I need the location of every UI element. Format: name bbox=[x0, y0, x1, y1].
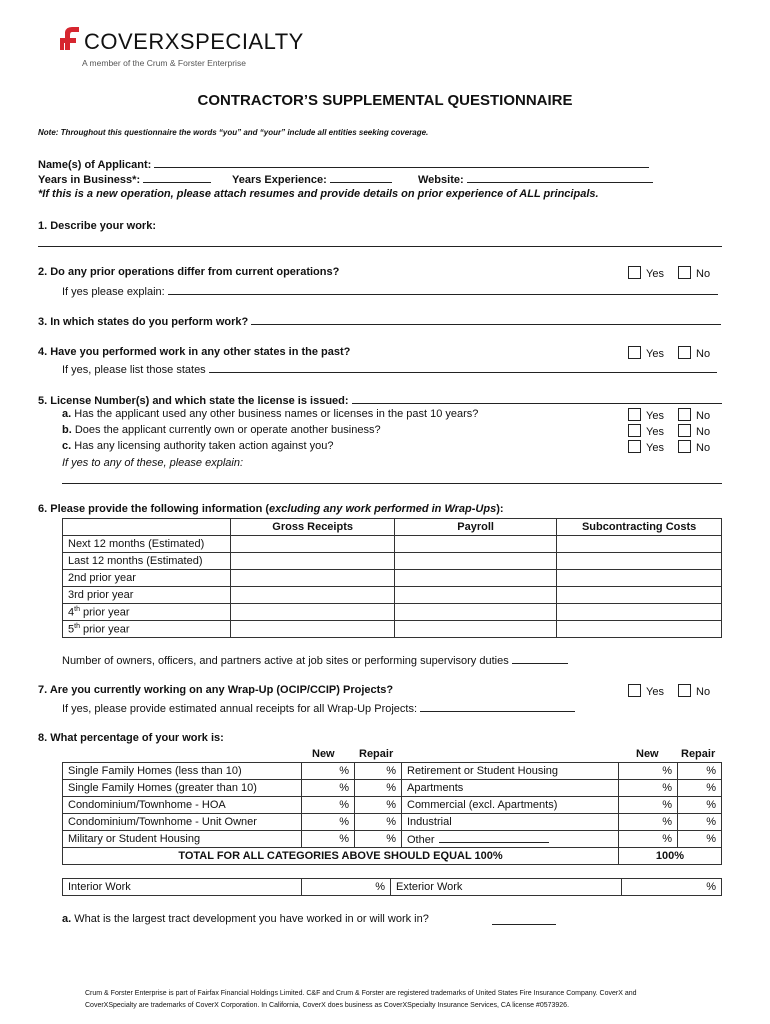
total-row bbox=[63, 848, 722, 865]
total-value: 100% bbox=[619, 848, 722, 865]
category-label: Commercial (excl. Apartments) bbox=[402, 797, 619, 814]
interior-exterior-table bbox=[62, 878, 722, 896]
new-pct-field[interactable]: % bbox=[619, 814, 678, 831]
questionnaire-page: COVERXSPECIALTY A member of the Crum & Forster Enterprise CONTRACTOR’S SUPPLEMENTAL QUESTIONNAIRE Note: Throughout this questionnaire the words “you” and “your” include all entities seeking coverage. Name(s) of Applicant: Years in Business*: Years Experience: Website: *If this is a new operation, please attach resumes and provide details on prior experience of ALL principals. 1. Describe your work: 2. Do any prior operations differ from current operations? Yes No If yes please explain: 3. In which states do you perform work? 4. Have you performed work in any other states in the past? Yes No If yes, please list those states 5. License Number(s) and which state the license is issued: a. Has the applicant used any other business names or licenses in the past 10 years? b. Does the applicant currently own or operate another business? c. Has any licensing authority taken action against you? Yes No Yes No Yes No If yes to any of these, please explain: 6. Please provide the following information (excluding any work performed in Wrap-Ups): Gross Receipts Payroll Subcontracting Costs Next 12 months (Estimated) Last 12 months (Estimated) 2nd prior year 3rd prior year 4th prior year 5th prior year Number of owners, officers, and partners active at job sites or performing supervisory duties 7. Are you currently working on any Wrap-Up (OCIP/CCIP) Projects? Yes No If yes, please provide estimated annual receipts for all Wrap-Up Projects: 8. What percentage of your work is: New Repair New Repair Single Family Homes (less than 10) % % Retirement or Student Housing % % Single Family Homes (greater than 10) % % Apartments % % Condominium/Townhome - HOA % % Commercial (excl. Apartments) % % Condominium/Townhome - Unit Owner % % Industrial % % Military or Student Housing % % Other % % TOTAL FOR ALL CATEGORIES ABOVE SHOULD EQUAL 100% 100% Interior Work % Exterior Work % a. What is the largest tract development you have worked in or will work in? Crum & Forster Enterprise is part of Fairfax Financial Holdings Limited. C&F and Crum & Forster are registered trademarks of United States Fire Insurance Company. CoverX and CoverXSpecialty are trademarks of CoverX Corporation. In California, CoverX does business as CoverXSpecialty Insurance Services, CA license #0573926. bbox=[0, 0, 770, 1024]
website-label: Website: bbox=[418, 174, 464, 186]
q2-yes[interactable]: Yes bbox=[628, 266, 664, 280]
amount-cell[interactable] bbox=[557, 536, 722, 553]
q5b-yes[interactable]: Yes bbox=[628, 424, 664, 438]
footer-line-2: CoverXSpecialty are trademarks of CoverX Corporation. In California, CoverX does business as CoverXSpecialty Insurance Services, CA license #0573926. bbox=[85, 1002, 570, 1009]
q5-sub-label: If yes to any of these, please explain bbox=[62, 457, 240, 469]
amount-cell[interactable] bbox=[394, 570, 556, 587]
owners-label: Number of owners, officers, and partners active at job sites or performing supervisory duties bbox=[62, 655, 509, 667]
q5a-no[interactable]: No bbox=[678, 408, 710, 422]
repair-pct-field[interactable]: % bbox=[355, 797, 402, 814]
q2-label: 2. Do any prior operations differ from current operations? bbox=[38, 266, 340, 278]
q5c-label: Has any licensing authority taken action against you? bbox=[71, 440, 334, 452]
q5b-label: Does the applicant currently own or operate another business? bbox=[71, 424, 381, 436]
amount-cell[interactable] bbox=[394, 604, 556, 621]
repair-header-right: Repair bbox=[681, 748, 716, 760]
new-pct-field[interactable]: % bbox=[619, 797, 678, 814]
checkbox[interactable] bbox=[678, 440, 691, 453]
new-pct-field[interactable]: % bbox=[302, 780, 355, 797]
table-row bbox=[63, 763, 722, 780]
table-row bbox=[63, 780, 722, 797]
new-pct-field[interactable]: % bbox=[302, 831, 355, 848]
q2-no[interactable]: No bbox=[678, 266, 710, 280]
q7-receipts-field[interactable] bbox=[420, 701, 575, 712]
checkbox[interactable] bbox=[628, 408, 641, 421]
q5a-label: Has the applicant used any other business names or licenses in the past 10 years? bbox=[71, 408, 479, 420]
checkbox[interactable] bbox=[678, 266, 691, 279]
amount-cell[interactable] bbox=[394, 536, 556, 553]
repair-pct-field[interactable]: % bbox=[678, 763, 722, 780]
row-label: 5th prior year bbox=[63, 621, 231, 638]
q5-explain-field[interactable] bbox=[62, 483, 722, 484]
exterior-pct-field[interactable]: % bbox=[622, 879, 722, 896]
brand-name: COVERXSPECIALTY bbox=[84, 29, 304, 54]
interior-pct-field[interactable]: % bbox=[302, 879, 391, 896]
category-label: Condominium/Townhome - Unit Owner bbox=[63, 814, 302, 831]
q1-field[interactable] bbox=[38, 246, 722, 247]
name-label: Name(s) of Applicant: bbox=[38, 159, 152, 171]
owners-field[interactable] bbox=[512, 653, 568, 664]
table-header-row bbox=[63, 519, 722, 536]
amount-cell[interactable] bbox=[557, 604, 722, 621]
row-label: Next 12 months (Estimated) bbox=[63, 536, 231, 553]
logo-mark-icon bbox=[56, 26, 80, 52]
q5a-yes[interactable]: Yes bbox=[628, 408, 664, 422]
footer-line-1: Crum & Forster Enterprise is part of Fairfax Financial Holdings Limited. C&F and Crum & Forster are registered trademarks of United States Fire Insurance Company. CoverX and bbox=[85, 990, 637, 997]
financials-table bbox=[62, 518, 722, 638]
repair-pct-field[interactable]: % bbox=[678, 831, 722, 848]
experience-label: Years Experience: bbox=[232, 174, 327, 186]
amount-cell[interactable] bbox=[557, 570, 722, 587]
amount-cell[interactable] bbox=[231, 536, 395, 553]
amount-cell[interactable] bbox=[231, 621, 395, 638]
q2-sub-label: If yes please explain: bbox=[62, 286, 165, 298]
new-operation-note: *If this is a new operation, please attach resumes and provide details on prior experience of ALL principals. bbox=[38, 188, 599, 200]
category-label: Single Family Homes (greater than 10) bbox=[63, 780, 302, 797]
name-field[interactable] bbox=[154, 157, 649, 168]
checkbox[interactable] bbox=[678, 408, 691, 421]
checkbox[interactable] bbox=[678, 684, 691, 697]
coverage-note: Note: Throughout this questionnaire the words “you” and “your” include all entities seeking coverage. bbox=[38, 128, 429, 137]
category-label: Military or Student Housing bbox=[63, 831, 302, 848]
repair-header: Repair bbox=[359, 748, 394, 760]
column-header: Payroll bbox=[394, 519, 556, 536]
q4-label: 4. Have you performed work in any other states in the past? bbox=[38, 346, 351, 358]
q4-sub-label: If yes, please list those states bbox=[62, 364, 206, 376]
table-row bbox=[63, 570, 722, 587]
column-header: Gross Receipts bbox=[231, 519, 395, 536]
new-pct-field[interactable]: % bbox=[302, 797, 355, 814]
checkbox[interactable] bbox=[678, 424, 691, 437]
q5-label: 5. License Number(s) and which state the license is issued: bbox=[38, 395, 349, 407]
amount-cell[interactable] bbox=[231, 570, 395, 587]
row-label: 2nd prior year bbox=[63, 570, 231, 587]
logo bbox=[56, 26, 304, 68]
interior-label: Interior Work bbox=[63, 879, 302, 896]
page-title: CONTRACTOR’S SUPPLEMENTAL QUESTIONNAIRE bbox=[197, 92, 573, 109]
amount-cell[interactable] bbox=[557, 553, 722, 570]
new-header-right: New bbox=[636, 748, 659, 760]
q4-no[interactable]: No bbox=[678, 346, 710, 360]
checkbox[interactable] bbox=[678, 346, 691, 359]
category-label: Condominium/Townhome - HOA bbox=[63, 797, 302, 814]
row-label: Last 12 months (Estimated) bbox=[63, 553, 231, 570]
repair-pct-field[interactable]: % bbox=[678, 814, 722, 831]
q7-no[interactable]: No bbox=[678, 684, 710, 698]
repair-pct-field[interactable]: % bbox=[678, 797, 722, 814]
q8-label: 8. What percentage of your work is: bbox=[38, 732, 224, 744]
table-row bbox=[63, 587, 722, 604]
category-label: Industrial bbox=[402, 814, 619, 831]
q5b-no[interactable]: No bbox=[678, 424, 710, 438]
checkbox[interactable] bbox=[628, 440, 641, 453]
table-row bbox=[63, 831, 722, 848]
q7-yes[interactable]: Yes bbox=[628, 684, 664, 698]
amount-cell[interactable] bbox=[231, 553, 395, 570]
years-field[interactable] bbox=[143, 172, 211, 183]
q2-explain-field[interactable] bbox=[168, 284, 718, 295]
table-row bbox=[63, 553, 722, 570]
repair-pct-field[interactable]: % bbox=[355, 780, 402, 797]
q5-license-field[interactable] bbox=[352, 393, 722, 404]
repair-pct-field[interactable]: % bbox=[355, 831, 402, 848]
amount-cell[interactable] bbox=[394, 621, 556, 638]
checkbox[interactable] bbox=[628, 266, 641, 279]
q5c-yes[interactable]: Yes bbox=[628, 440, 664, 454]
amount-cell[interactable] bbox=[557, 587, 722, 604]
table-row bbox=[63, 604, 722, 621]
amount-cell[interactable] bbox=[231, 604, 395, 621]
category-label: Retirement or Student Housing bbox=[402, 763, 619, 780]
q8a-field[interactable] bbox=[492, 914, 556, 925]
experience-field[interactable] bbox=[330, 172, 392, 183]
exterior-label: Exterior Work bbox=[391, 879, 622, 896]
website-field[interactable] bbox=[467, 172, 653, 183]
q4-yes[interactable]: Yes bbox=[628, 346, 664, 360]
category-label: Apartments bbox=[402, 780, 619, 797]
repair-pct-field[interactable]: % bbox=[678, 780, 722, 797]
q7-label: 7. Are you currently working on any Wrap-Up (OCIP/CCIP) Projects? bbox=[38, 684, 394, 696]
total-label: TOTAL FOR ALL CATEGORIES ABOVE SHOULD EQUAL 100% bbox=[63, 848, 619, 865]
brand-tagline: A member of the Crum & Forster Enterprise bbox=[82, 58, 246, 68]
other-field[interactable] bbox=[439, 832, 549, 843]
table-row bbox=[63, 536, 722, 553]
checkbox[interactable] bbox=[628, 684, 641, 697]
new-pct-field[interactable]: % bbox=[619, 831, 678, 848]
amount-cell[interactable] bbox=[394, 553, 556, 570]
q1-label: 1. Describe your work: bbox=[38, 220, 156, 232]
amount-cell[interactable] bbox=[231, 587, 395, 604]
q3-field[interactable] bbox=[251, 314, 721, 325]
row-label: 4th prior year bbox=[63, 604, 231, 621]
new-pct-field[interactable]: % bbox=[619, 780, 678, 797]
q8a-label: What is the largest tract development you have worked in or will work in? bbox=[71, 913, 429, 925]
work-percentage-table bbox=[62, 762, 722, 865]
table-row bbox=[63, 797, 722, 814]
checkbox[interactable] bbox=[628, 346, 641, 359]
column-header bbox=[63, 519, 231, 536]
table-row bbox=[63, 621, 722, 638]
row-label: 3rd prior year bbox=[63, 587, 231, 604]
checkbox[interactable] bbox=[628, 424, 641, 437]
q6-label: 6. Please provide the following information (excluding any work performed in Wrap-Ups): bbox=[38, 503, 504, 515]
q3-label: 3. In which states do you perform work? bbox=[38, 316, 249, 328]
q5c-no[interactable]: No bbox=[678, 440, 710, 454]
new-pct-field[interactable]: % bbox=[619, 763, 678, 780]
amount-cell[interactable] bbox=[394, 587, 556, 604]
q4-states-field[interactable] bbox=[209, 362, 717, 373]
table-row bbox=[63, 814, 722, 831]
q7-sub-label: If yes, please provide estimated annual receipts for all Wrap-Up Projects: bbox=[62, 703, 418, 715]
column-header: Subcontracting Costs bbox=[557, 519, 722, 536]
years-label: Years in Business*: bbox=[38, 174, 141, 186]
repair-pct-field[interactable]: % bbox=[355, 763, 402, 780]
category-label: Single Family Homes (less than 10) bbox=[63, 763, 302, 780]
amount-cell[interactable] bbox=[557, 621, 722, 638]
new-pct-field[interactable]: % bbox=[302, 763, 355, 780]
new-pct-field[interactable]: % bbox=[302, 814, 355, 831]
category-label: Other bbox=[402, 831, 619, 848]
repair-pct-field[interactable]: % bbox=[355, 814, 402, 831]
new-header: New bbox=[312, 748, 335, 760]
